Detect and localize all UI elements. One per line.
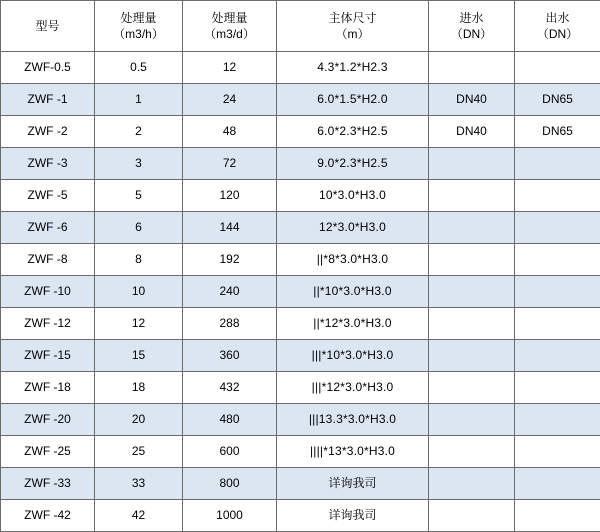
cell-model: ZWF -5 bbox=[1, 180, 95, 212]
table-row bbox=[1, 52, 600, 84]
column-header-capacity-mh-line2: （m3/h） bbox=[95, 26, 182, 42]
cell-outlet bbox=[515, 436, 600, 468]
cell-inlet bbox=[429, 372, 515, 404]
table-row bbox=[1, 212, 600, 244]
column-header-inlet-line2: （DN） bbox=[429, 26, 514, 42]
column-header-inlet-line1: 进水 bbox=[429, 10, 514, 26]
cell-model: ZWF -8 bbox=[1, 244, 95, 276]
cell-outlet bbox=[515, 372, 600, 404]
cell-outlet bbox=[515, 404, 600, 436]
cell-inlet bbox=[429, 404, 515, 436]
column-header-outlet-line2: （DN） bbox=[515, 26, 600, 42]
cell-model: ZWF -3 bbox=[1, 148, 95, 180]
cell-inlet bbox=[429, 276, 515, 308]
cell-dimensions: 4.3*1.2*H2.3 bbox=[277, 52, 429, 84]
cell-inlet bbox=[429, 468, 515, 500]
table-row bbox=[1, 84, 600, 116]
cell-capacity-md: 24 bbox=[183, 84, 277, 116]
table-row bbox=[1, 116, 600, 148]
cell-capacity-md: 800 bbox=[183, 468, 277, 500]
cell-outlet bbox=[515, 500, 600, 532]
cell-dimensions: 6.0*2.3*H2.5 bbox=[277, 116, 429, 148]
cell-outlet bbox=[515, 468, 600, 500]
cell-inlet bbox=[429, 212, 515, 244]
header-row bbox=[1, 1, 600, 52]
cell-dimensions: |||*12*3.0*H3.0 bbox=[277, 372, 429, 404]
column-header-outlet bbox=[515, 1, 600, 52]
cell-outlet bbox=[515, 308, 600, 340]
cell-model: ZWF -1 bbox=[1, 84, 95, 116]
cell-capacity-md: 48 bbox=[183, 116, 277, 148]
cell-inlet bbox=[429, 500, 515, 532]
cell-dimensions: |||*10*3.0*H3.0 bbox=[277, 340, 429, 372]
table-row bbox=[1, 500, 600, 532]
cell-capacity-mh: 33 bbox=[95, 468, 183, 500]
column-header-outlet-line1: 出水 bbox=[515, 10, 600, 26]
cell-capacity-md: 600 bbox=[183, 436, 277, 468]
cell-capacity-md: 1000 bbox=[183, 500, 277, 532]
cell-outlet bbox=[515, 340, 600, 372]
cell-capacity-mh: 5 bbox=[95, 180, 183, 212]
table-row bbox=[1, 276, 600, 308]
cell-capacity-md: 240 bbox=[183, 276, 277, 308]
cell-capacity-mh: 10 bbox=[95, 276, 183, 308]
cell-dimensions: 9.0*2.3*H2.5 bbox=[277, 148, 429, 180]
cell-model: ZWF -2 bbox=[1, 116, 95, 148]
cell-dimensions: 6.0*1.5*H2.0 bbox=[277, 84, 429, 116]
cell-model: ZWF -18 bbox=[1, 372, 95, 404]
column-header-inlet bbox=[429, 1, 515, 52]
column-header-capacity-md bbox=[183, 1, 277, 52]
cell-capacity-mh: 1 bbox=[95, 84, 183, 116]
cell-inlet bbox=[429, 308, 515, 340]
cell-model: ZWF -10 bbox=[1, 276, 95, 308]
cell-outlet bbox=[515, 180, 600, 212]
table-row bbox=[1, 308, 600, 340]
cell-dimensions: 12*3.0*H3.0 bbox=[277, 212, 429, 244]
column-header-model-line1: 型号 bbox=[1, 18, 94, 34]
cell-capacity-mh: 42 bbox=[95, 500, 183, 532]
cell-capacity-mh: 8 bbox=[95, 244, 183, 276]
cell-dimensions: 10*3.0*H3.0 bbox=[277, 180, 429, 212]
cell-capacity-md: 120 bbox=[183, 180, 277, 212]
cell-outlet: DN65 bbox=[515, 84, 600, 116]
cell-capacity-mh: 12 bbox=[95, 308, 183, 340]
cell-model: ZWF -33 bbox=[1, 468, 95, 500]
table-header bbox=[1, 1, 600, 52]
cell-capacity-mh: 0.5 bbox=[95, 52, 183, 84]
table-row bbox=[1, 180, 600, 212]
column-header-capacity-md-line1: 处理量 bbox=[183, 10, 276, 26]
cell-capacity-md: 192 bbox=[183, 244, 277, 276]
cell-capacity-md: 432 bbox=[183, 372, 277, 404]
column-header-model bbox=[1, 1, 95, 52]
column-header-dimensions-line1: 主体尺寸 bbox=[277, 10, 428, 26]
cell-inlet: DN40 bbox=[429, 84, 515, 116]
cell-outlet bbox=[515, 52, 600, 84]
table-body bbox=[1, 52, 600, 532]
cell-outlet bbox=[515, 212, 600, 244]
cell-inlet bbox=[429, 148, 515, 180]
cell-capacity-mh: 6 bbox=[95, 212, 183, 244]
table-row bbox=[1, 244, 600, 276]
cell-model: ZWF -15 bbox=[1, 340, 95, 372]
cell-capacity-mh: 20 bbox=[95, 404, 183, 436]
table-row bbox=[1, 148, 600, 180]
cell-capacity-md: 288 bbox=[183, 308, 277, 340]
cell-dimensions: ||*8*3.0*H3.0 bbox=[277, 244, 429, 276]
cell-capacity-mh: 15 bbox=[95, 340, 183, 372]
cell-inlet bbox=[429, 180, 515, 212]
cell-capacity-md: 12 bbox=[183, 52, 277, 84]
cell-capacity-md: 480 bbox=[183, 404, 277, 436]
table-row bbox=[1, 340, 600, 372]
cell-model: ZWF-0.5 bbox=[1, 52, 95, 84]
cell-model: ZWF -6 bbox=[1, 212, 95, 244]
column-header-capacity-mh bbox=[95, 1, 183, 52]
cell-inlet: DN40 bbox=[429, 116, 515, 148]
cell-outlet bbox=[515, 276, 600, 308]
cell-capacity-mh: 18 bbox=[95, 372, 183, 404]
cell-dimensions: |||13.3*3.0*H3.0 bbox=[277, 404, 429, 436]
column-header-dimensions-line2: （m） bbox=[277, 26, 428, 42]
cell-dimensions: ||*12*3.0*H3.0 bbox=[277, 308, 429, 340]
cell-inlet bbox=[429, 52, 515, 84]
column-header-capacity-md-line2: （m3/d） bbox=[183, 26, 276, 42]
cell-model: ZWF -25 bbox=[1, 436, 95, 468]
cell-capacity-md: 72 bbox=[183, 148, 277, 180]
cell-inlet bbox=[429, 436, 515, 468]
column-header-capacity-mh-line1: 处理量 bbox=[95, 10, 182, 26]
cell-capacity-md: 360 bbox=[183, 340, 277, 372]
column-header-dimensions bbox=[277, 1, 429, 52]
cell-model: ZWF -20 bbox=[1, 404, 95, 436]
table-row bbox=[1, 372, 600, 404]
cell-capacity-mh: 2 bbox=[95, 116, 183, 148]
cell-model: ZWF -42 bbox=[1, 500, 95, 532]
cell-outlet bbox=[515, 244, 600, 276]
cell-capacity-mh: 3 bbox=[95, 148, 183, 180]
cell-dimensions: ||||*13*3.0*H3.0 bbox=[277, 436, 429, 468]
cell-model: ZWF -12 bbox=[1, 308, 95, 340]
cell-dimensions: 详询我司 bbox=[277, 500, 429, 532]
cell-outlet: DN65 bbox=[515, 116, 600, 148]
cell-capacity-md: 144 bbox=[183, 212, 277, 244]
cell-inlet bbox=[429, 340, 515, 372]
table-row bbox=[1, 436, 600, 468]
cell-outlet bbox=[515, 148, 600, 180]
cell-dimensions: ||*10*3.0*H3.0 bbox=[277, 276, 429, 308]
cell-capacity-mh: 25 bbox=[95, 436, 183, 468]
table-row bbox=[1, 468, 600, 500]
table-row bbox=[1, 404, 600, 436]
cell-dimensions: 详询我司 bbox=[277, 468, 429, 500]
cell-inlet bbox=[429, 244, 515, 276]
